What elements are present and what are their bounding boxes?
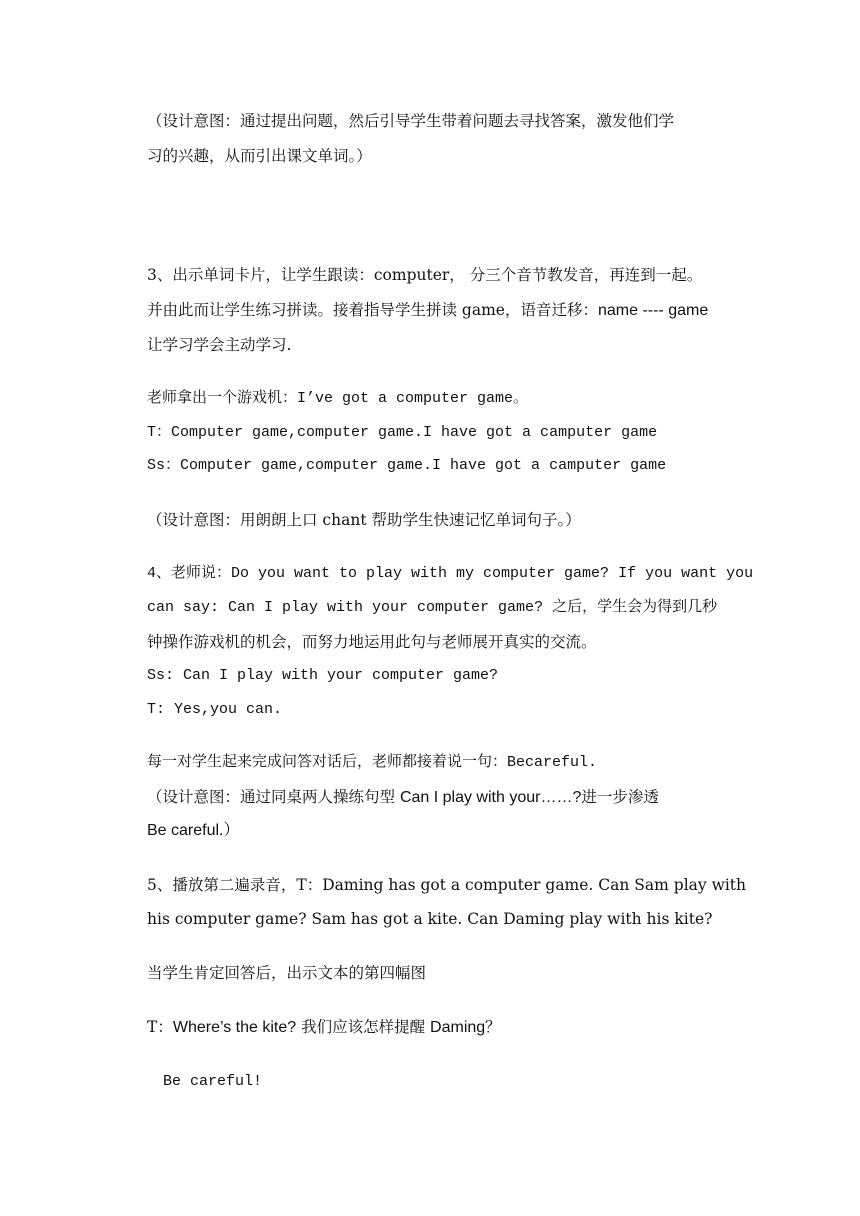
- intent1-line1: （设计意图：通过提出问题，然后引导学生带着问题去寻找答案，激发他们学: [147, 112, 675, 130]
- step3-line2-text: 并由此而让学生练习拼读。接着指导学生拼读 game，语音迁移：: [147, 301, 598, 319]
- intent2-line: （设计意图：用朗朗上口 chant 帮助学生快速记忆单词句子。）: [147, 511, 581, 529]
- step5-line2: his computer game? Sam has got a kite. Can Daming play with his kite?: [147, 910, 713, 928]
- dialog1-students-line: Ss：Computer game,computer game.I have got a camputer game: [147, 457, 667, 474]
- question-english: Where’s the kite?: [172, 1019, 297, 1036]
- step3-phonics-transfer: name ---- game: [597, 302, 709, 319]
- intent3-line1: [147, 786, 659, 809]
- question-line: [147, 1016, 501, 1039]
- dialog1-teacher-line: T：Computer game,computer game.I have got a camputer game: [147, 424, 658, 441]
- step4-teacher-answer: T: Yes,you can.: [147, 701, 283, 718]
- dialog1-line1: 老师拿出一个游戏机：I’ve got a computer game。: [147, 390, 529, 407]
- step3-line2: [147, 299, 708, 322]
- question-chinese: 我们应该怎样提醒: [296, 1018, 431, 1036]
- step4-students-question: Ss: Can I play with your computer game?: [147, 667, 499, 684]
- intent3-suffix: 进一步渗透: [581, 788, 659, 806]
- question-name: Daming: [430, 1019, 486, 1036]
- intent3-sentence-pattern: Can I play with your……?: [399, 789, 582, 806]
- intent3-prefix: （设计意图：通过同桌两人操练句型: [147, 788, 400, 806]
- step5-line1: 5、播放第二遍录音，T：Daming has got a computer game. Can Sam play with: [147, 876, 747, 894]
- intent1-line2: 习的兴趣，从而引出课文单词。）: [147, 147, 372, 165]
- step3-line3: 让学习学会主动学习.: [147, 336, 292, 354]
- pair-practice-line: 每一对学生起来完成问答对话后，老师都接着说一句：Becareful.: [147, 754, 598, 771]
- step4-line3: 钟操作游戏机的机会，而努力地运用此句与老师展开真实的交流。: [147, 633, 597, 651]
- intent3-line2: Be careful.）: [147, 822, 240, 839]
- answer-line: Be careful!: [163, 1073, 263, 1090]
- step3-line1: 3、出示单词卡片，让学生跟读：computer， 分三个音节教发音，再连到一起。: [147, 266, 703, 284]
- question-mark: ？: [485, 1018, 501, 1036]
- step4-line1: 4、老师说：Do you want to play with my computer game? If you want you: [147, 565, 754, 582]
- step4-line2: can say: Can I play with your computer game? 之后，学生会为得到几秒: [147, 599, 718, 616]
- after-answer-line: 当学生肯定回答后，出示文本的第四幅图: [147, 964, 427, 982]
- question-speaker: T：: [147, 1018, 173, 1036]
